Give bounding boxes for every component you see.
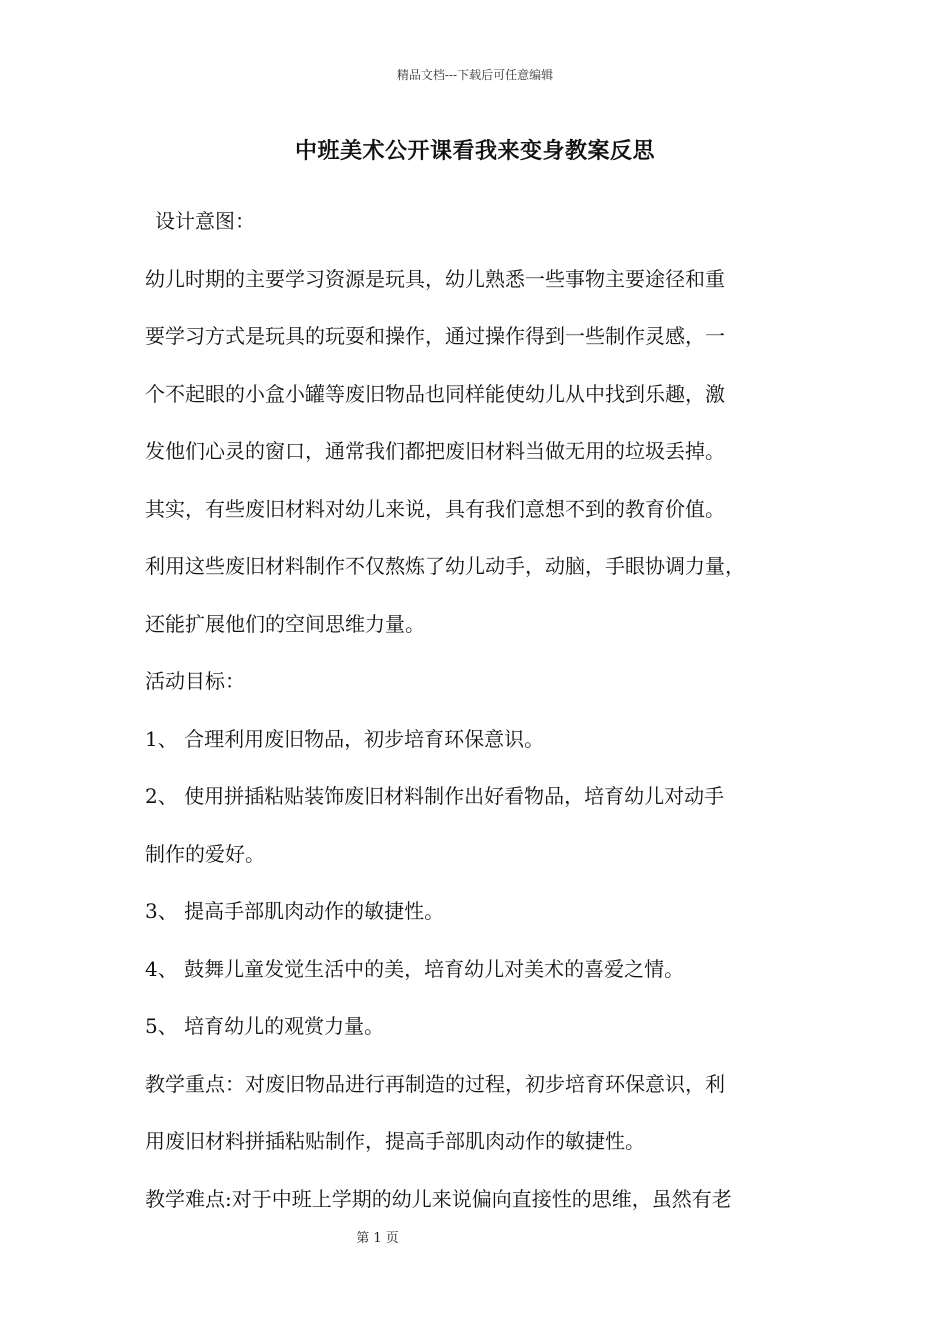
section-heading-objectives: 活动目标： bbox=[145, 669, 245, 693]
paragraph-line: 还能扩展他们的空间思维力量。 bbox=[145, 611, 425, 636]
objective-item-continued: 制作的爱好。 bbox=[145, 841, 265, 866]
paragraph-line: 利用这些废旧材料制作不仅熬炼了幼儿动手，动脑，手眼协调力量， bbox=[145, 554, 745, 578]
objective-item: 2、 使用拼插粘贴装饰废旧材料制作出好看物品，培育幼儿对动手 bbox=[145, 784, 725, 808]
objective-item: 1、 合理利用废旧物品，初步培育环保意识。 bbox=[145, 726, 545, 751]
teaching-focus-line: 教学重点：对废旧物品进行再制造的过程，初步培育环保意识，利 bbox=[145, 1071, 725, 1096]
teaching-difficulty-line: 教学难点:对于中班上学期的幼儿来说偏向直接性的思维，虽然有老 bbox=[145, 1186, 732, 1211]
paragraph-line: 发他们心灵的窗口，通常我们都把废旧材料当做无用的垃圾丢掉。 bbox=[145, 439, 725, 463]
objective-item: 3、 提高手部肌肉动作的敏捷性。 bbox=[145, 899, 445, 923]
teaching-focus-line: 用废旧材料拼插粘贴制作，提高手部肌肉动作的敏捷性。 bbox=[145, 1129, 645, 1153]
page-number: 第 1 页 bbox=[356, 1231, 399, 1246]
paragraph-line: 其实，有些废旧材料对幼儿来说，具有我们意想不到的教育价值。 bbox=[145, 496, 725, 521]
paragraph-line: 个不起眼的小盒小罐等废旧物品也同样能使幼儿从中找到乐趣，激 bbox=[145, 381, 725, 406]
document-body bbox=[145, 207, 825, 1242]
objective-item: 4、 鼓舞儿童发觉生活中的美，培育幼儿对美术的喜爱之情。 bbox=[145, 956, 685, 981]
section-heading-design-intent: 设计意图： bbox=[155, 209, 255, 233]
objective-item: 5、 培育幼儿的观赏力量。 bbox=[145, 1014, 385, 1038]
document-title: 中班美术公开课看我来变身教案反思 bbox=[294, 138, 655, 164]
page-header: 精品文档---下载后可任意编辑 bbox=[396, 68, 554, 82]
paragraph-line: 幼儿时期的主要学习资源是玩具，幼儿熟悉一些事物主要途径和重 bbox=[145, 266, 725, 291]
paragraph-line: 要学习方式是玩具的玩耍和操作，通过操作得到一些制作灵感，一 bbox=[145, 324, 725, 348]
